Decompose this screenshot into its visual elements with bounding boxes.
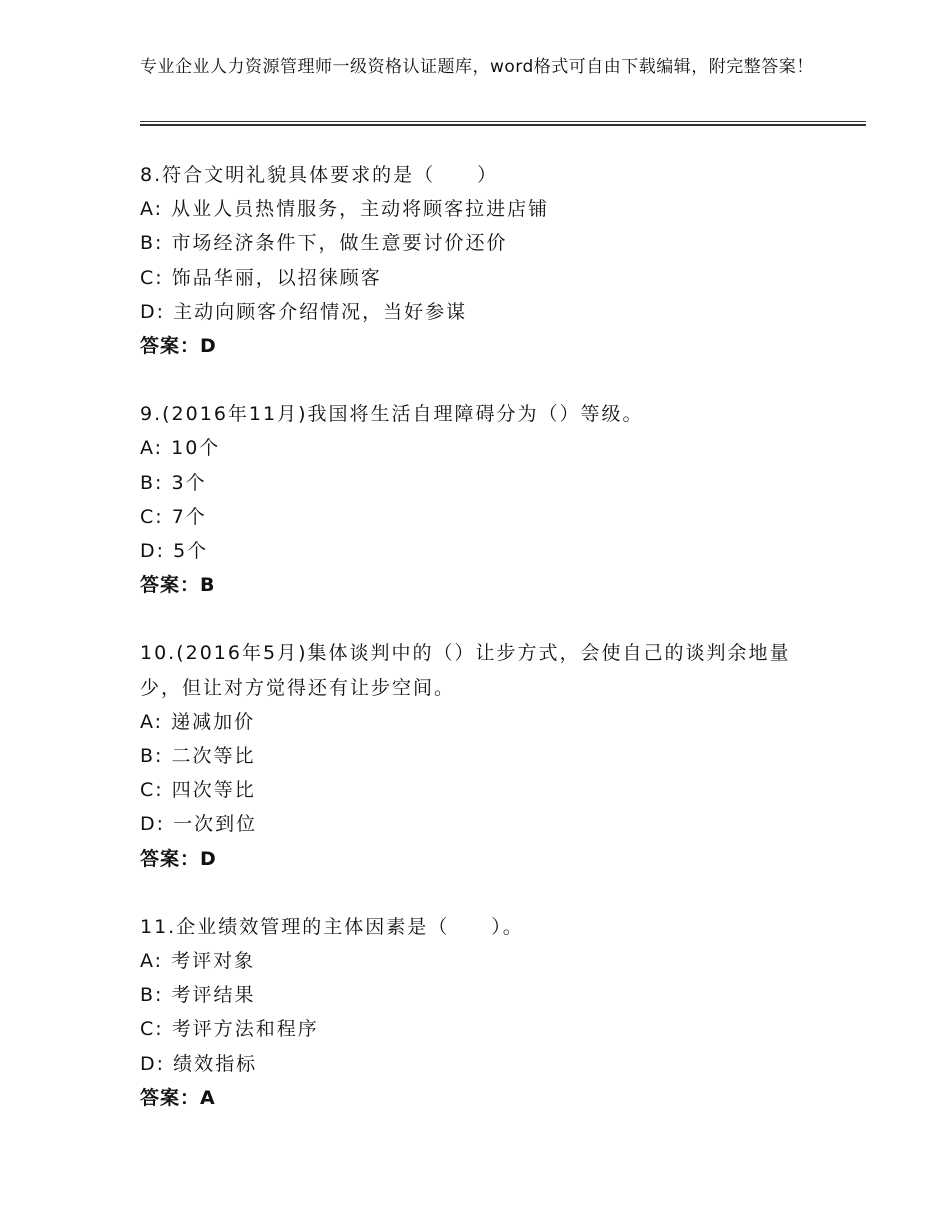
option-text: 考评方法和程序 bbox=[171, 1018, 319, 1041]
option-text: 从业人员热情服务，主动将顾客拉进店铺 bbox=[171, 198, 550, 221]
option-text: 考评对象 bbox=[171, 950, 256, 973]
option-letter: C: bbox=[140, 505, 164, 528]
answer: 答案：A bbox=[140, 1086, 216, 1109]
option-text: 递减加价 bbox=[171, 710, 256, 733]
option-letter: B: bbox=[140, 232, 164, 255]
option-letter: D: bbox=[140, 540, 166, 563]
question-list bbox=[140, 158, 830, 1149]
question-title bbox=[140, 158, 830, 192]
option-text: 二次等比 bbox=[171, 745, 256, 768]
option-text: 饰品华丽，以招徕顾客 bbox=[171, 266, 382, 289]
question-title bbox=[140, 397, 830, 431]
question-8 bbox=[140, 158, 830, 363]
option-text: 主动向顾客介绍情况，当好参谋 bbox=[173, 300, 468, 323]
option-a bbox=[140, 192, 830, 226]
option-b bbox=[140, 739, 830, 773]
question-number: 10. bbox=[140, 642, 177, 665]
option-letter: A: bbox=[140, 198, 164, 221]
option-c bbox=[140, 1012, 830, 1046]
question-title bbox=[140, 636, 830, 704]
answer: 答案：D bbox=[140, 335, 217, 358]
option-text: 10个 bbox=[171, 437, 221, 460]
option-d bbox=[140, 807, 830, 841]
option-c bbox=[140, 261, 830, 295]
header-rule-thin bbox=[140, 121, 866, 122]
option-d bbox=[140, 534, 830, 568]
option-a bbox=[140, 944, 830, 978]
question-11 bbox=[140, 910, 830, 1115]
option-letter: C: bbox=[140, 266, 164, 289]
option-letter: A: bbox=[140, 710, 164, 733]
option-letter: A: bbox=[140, 950, 164, 973]
question-text: 企业绩效管理的主体因素是（ ）。 bbox=[176, 915, 524, 938]
option-letter: D: bbox=[140, 813, 166, 836]
option-c bbox=[140, 773, 830, 807]
question-number: 8. bbox=[140, 164, 163, 186]
question-text: 符合文明礼貌具体要求的是（ ） bbox=[162, 164, 499, 186]
option-letter: C: bbox=[140, 779, 164, 802]
option-text: 7个 bbox=[171, 505, 207, 528]
option-text: 绩效指标 bbox=[173, 1052, 258, 1075]
question-text: (2016年11月)我国将生活自理障碍分为（）等级。 bbox=[162, 403, 644, 426]
option-b bbox=[140, 978, 830, 1012]
option-letter: B: bbox=[140, 984, 164, 1007]
option-a bbox=[140, 431, 830, 465]
answer: 答案：D bbox=[140, 847, 217, 870]
question-10 bbox=[140, 636, 830, 875]
document-header: 专业企业人力资源管理师一级资格认证题库，word格式可自由下载编辑，附完整答案！ bbox=[140, 57, 814, 77]
option-letter: D: bbox=[140, 1052, 166, 1075]
option-letter: A: bbox=[140, 437, 164, 460]
option-c bbox=[140, 500, 830, 534]
option-letter: B: bbox=[140, 471, 164, 494]
option-text: 一次到位 bbox=[173, 813, 258, 836]
option-d bbox=[140, 295, 830, 329]
option-text: 市场经济条件下，做生意要讨价还价 bbox=[171, 232, 508, 255]
option-text: 四次等比 bbox=[171, 779, 256, 802]
option-text: 5个 bbox=[173, 540, 209, 563]
option-letter: D: bbox=[140, 300, 166, 323]
question-number: 11. bbox=[140, 915, 177, 938]
option-letter: C: bbox=[140, 1018, 164, 1041]
option-text: 3个 bbox=[171, 471, 207, 494]
option-b bbox=[140, 226, 830, 260]
answer: 答案：B bbox=[140, 574, 216, 597]
question-text: (2016年5月)集体谈判中的（）让步方式，会使自己的谈判余地量少，但让对方觉得还有让步空间。 bbox=[140, 642, 791, 699]
option-b bbox=[140, 466, 830, 500]
option-d bbox=[140, 1047, 830, 1081]
question-title bbox=[140, 910, 830, 944]
option-letter: B: bbox=[140, 745, 164, 768]
option-a bbox=[140, 705, 830, 739]
header-rule-thick bbox=[140, 124, 866, 126]
question-9 bbox=[140, 397, 830, 602]
question-number: 9. bbox=[140, 403, 163, 426]
option-text: 考评结果 bbox=[171, 984, 256, 1007]
